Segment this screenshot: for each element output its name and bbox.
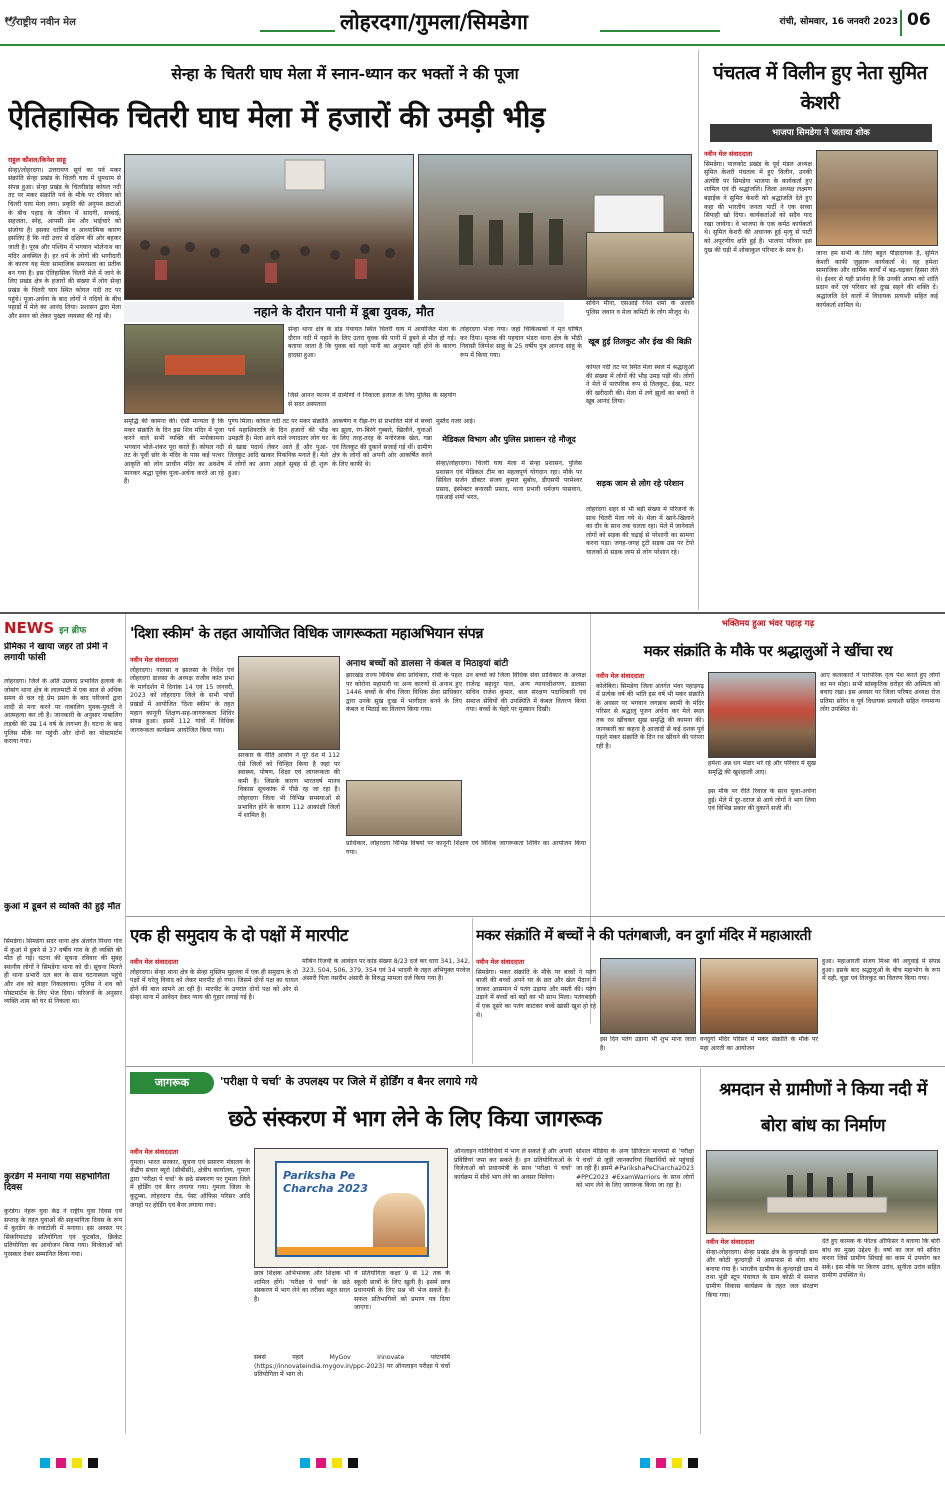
pariksha-byline: नवीन मेल संवाददाता: [130, 1148, 179, 1156]
rath-body-3: आए कलाकारों ने पारंपरिक नृत्य पेश करते हुए लोगों का मन मोहा। सभी सांस्कृतिक धरोहर की अस्मिता को बचाए रखा। इस अवसर पर जिला परिषद अध्यक्ष रोज प्रतिमा सोरेन व पूर्व विधायक प्रत्याशी सहित गणमान्य लोग उपस्थित थे।: [820, 672, 940, 714]
disha-body-text: लोहरदगा। नालसा व झालसा के निर्देश एवं लोहरदगा डालसा के अध्यक्ष राजीव कांत प्रभा के मार्गदर्शन में दिनांक 14 एवं 15 जनवरी, 2023 को लोहरदगा जिले के सभी पांचों प्रखंडों में आयोजित 'दिशा स्कीम' के तहत महान कानूनी शिक्षण-सह-जागरूकता शिविर संपन्न हुआ। इसमें 112 गांवों में विधिक जागरूकता कार्यक्रम आयोजित किया गया।: [130, 666, 234, 734]
color-swatch-yellow-2: [332, 1458, 342, 1468]
section-rule-2: [126, 916, 945, 917]
drowning-body: सेन्हा थाना क्षेत्र के डांड़ पंचायत स्थित चितरी घाघ में आयोजित मेला के दौरान नदी में नहाने के लिए उतरा युवक की पानी में डूबने से मौत हो गई। बताया जाता है कि युवक को गहरे पानी का अनुमान नहीं होने के कारण हादसा हुआ।: [288, 326, 456, 359]
masthead: [0, 0, 945, 44]
tilkut-heading: खूब हुई तिलकुट और ईख की बिक्री: [588, 337, 692, 346]
pariksha-banner: [275, 1161, 429, 1257]
sadak-body: लोहरदगा शहर से भी बड़ी संख्या में परिजनों के साथ चितरी मेला गये थे। मेला में खाने-खिलाने का दौर के साथ तक चलता रहा। मेले में जानेवाले लोगों को सड़क की चढ़ाई से परेशानी का सामना करना पड़ा। जगह-जगह टूटी सड़क उस पर टेंपो चालकों से सड़क जाम से लोग परेशान रहे।: [586, 506, 694, 556]
color-swatch-cyan: [40, 1458, 50, 1468]
shramdan-byline: नवीन मेल संवाददाता: [706, 1238, 755, 1246]
marpit-byline: नवीन मेल संवाददाता: [130, 958, 179, 966]
masthead-divider-right: [600, 30, 720, 32]
tilkut-body: कोयल नदी तट पर स्थित मेला स्थल में श्रद्धालुओं की संख्या में लोगों की भीड़ उमड़ पड़ी थी। लोगों ने मेले में पारंपरिक रूप से तिलकुट, ईख, मटर की खरीदारी की। मेला में लगे झूलों का बच्चों ने खूब आनंद लिया।: [586, 364, 694, 406]
patang-headline: मकर संक्रांति में बच्चों ने की पतंगबाजी, वन दुर्गा मंदिर में महाआरती: [476, 927, 811, 944]
section-rule-1: [0, 612, 945, 614]
patang-body-2: हुआ। महाआरती संजय मिश्रा की अगुवाई में संपन्न हुआ। इसके बाद श्रद्धालुओं के बीच महाभोग के रूप में दही, चूड़ा एवं तिलकुट का वितरण किया गया।: [822, 958, 940, 983]
pariksha-body-2: छात्र शिक्षक अभिभावक और शिक्षक भी शामिल होंगे। 'परीक्षा पे चर्चा' के छठे संस्करण में भाग लेने का तरीका बहुत सरल है।: [254, 1270, 350, 1303]
drowning-caption-bar: नहाने के दौरान पानी में डूबा युवक, मौत: [124, 302, 564, 322]
rath-body-2: इस मौके पर रीति रिवाज के साथ पूजा-अर्चना हुई। मेले में दूर-दराज से आये लोगों ने भाग लिया एवं विभिन्न प्रकार की दुकानें सजी थीं।: [708, 788, 816, 813]
medical-heading: मेडिकल विभाग और पुलिस प्रशासन रहे मौजूद: [442, 435, 576, 444]
kite-caption: इस दिन पतंग उड़ाना भी शुभ माना जाता है।: [600, 1036, 696, 1052]
color-swatch-black: [88, 1458, 98, 1468]
news-brief-header: [4, 618, 122, 642]
keshri-subhead: भाजपा सिमडेगा ने जताया शोक: [710, 124, 932, 142]
fair-crowd-photo: [124, 154, 414, 300]
marpit-body-2: मोबिन रिजवी के आवेदन पर कांड संख्या 8/23 दर्ज कर धारा 341, 342, 323, 504, 506, 379, 354 एवं 34 भादवी के तहत अभियुक्त परवेज अंसारी पिता नसरीम अंसारी के विरुद्ध मामला दर्ज किया गया है।: [302, 958, 470, 983]
brief-2-head: कुआं में डूबने से व्यक्ति की हुई मौत: [4, 902, 121, 912]
pariksha-body-5: सोशल मीडिया के अन्य डिजिटल माध्यमों से 'परीक्षा पे चर्चा' से जुड़ी जानकारियां विद्यार्थियों को पहुंचाई जा रही हैं। इसमें #ParikshaPeCharcha2023 #PPC2023 #ExamWarriors के साथ लोगों को भाग लेने के लिए जागरूक किया जा रहा है।: [576, 1148, 694, 1190]
section-rule-3: [126, 1066, 945, 1067]
pariksha-mygov: सबसे पहले MyGov Innovate प्लेटफॉर्म (https://innovateindia.mygov.in/ppc-2023) पर ऑनलाइन परीक्षा पे चर्चा प्रतियोगिता में भाग लें।: [254, 1354, 450, 1379]
anath-body-2: उन बच्चों को जिला विधिक सेवा प्राधिकार के अध्यक्ष राजेन्द्र बहादुर पाल, अन्य न्यायाधीशगण, डालसा सचिव राजेश कुमार, बाल संरक्षण पदाधिकारी एवं समाज सेवियों की उपस्थिति में कंबल वितरण किया गया। बच्चों के चेहरे पर मुस्कान दिखी।: [466, 672, 586, 714]
pariksha-body-4: ऑनलाइन गतिविधियों में भाग ले सकते हैं और अपनी प्रविष्टियां जमा कर सकते हैं। इन प्रतियोगिताओं के विजेताओं को प्रधानमंत्री के साथ 'परीक्षा पे चर्चा' कार्यक्रम में सीधे भाग लेने का अवसर मिलेगा।: [454, 1148, 572, 1181]
shramdan-body: [706, 1238, 818, 1434]
patang-body: [476, 958, 596, 1062]
lead-body-col3: पुण्य मिला। कोयल नदी तट पर मकर संक्रांति पर्व महाशिवरात्रि के दिन हजारों की भीड़ उमड़ती है। मेला आने वाले ज्यादातर लोग घर से खाद्य पदार्थ लेकर आते हैं और पुआ-तिलकुट आदि खाकर पिकनिक मनाते हैं। मेले में लोगों का आना अहले सुबह से ही शुरू हुआ।: [228, 418, 328, 477]
rath-caption: हमेशा अन्न धन भंडार भरे रहे और परिवार में सुख समृद्धि की खुशहाली आए।: [708, 760, 816, 776]
patang-body-text: सिमडेगा। मकर संक्रांति के मौके पर बच्चों ने पतंग बाजी की बच्चों अपने घर के छत और खेल मैदान में जाकर आसमान में पतंग उड़ाया और मस्ती की। पतंग उड़ाने में बच्चों को बड़ों का भी साथ मिला। पतंगबाजी में एक दूसरे का पतंग काटकर बच्चे खासी खुश हो रहे थे।: [476, 968, 596, 1019]
color-swatch-yellow-3: [672, 1458, 682, 1468]
pariksha-body-3: ये प्रतियोगिता कक्षा 9 से 12 तक के स्कूली छात्रों के लिए खुली है। इसमें छात्र प्रधानमंत्री के लिए प्रश्न भी भेज सकते हैं। सफल प्रतिभागियों को प्रमाण पत्र दिया जाएगा।: [354, 1270, 450, 1312]
keshri-body-2: जाना हम सभी के लिए बहुत पीड़ादायक है, सुमित केशरी काफी जुझारू कार्यकर्ता थे। वह हमेशा सामाजिक और धार्मिक कार्यों में बढ़-चढ़कर हिस्सा लेते थे। ईश्वर से यही प्रार्थना है कि उनकी आत्मा को शांति प्रदान करें एवं परिवार को दुःख सहने की शक्ति दें। श्रद्धांजलि देने वालों में विधायक प्रत्याशी सहित कई कार्यकर्ता शामिल थे।: [816, 250, 938, 309]
brief-3-body: कुरडेग। नेहरू युवा केंद्र ने राष्ट्रीय युवा दिवस एवं सप्ताह के तहत युवाओं की सहभागिता दिवस के रूप में कुरडेग के नवाटोली में मनाया। इस अवसर पर सिकरियाटांड़ प्रतियोगिता एवं फुटबॉल, क्रिकेट प्रतियोगिता का आयोजन किया गया। विजेताओं को पुरस्कार देकर सम्मानित किया गया।: [4, 1208, 122, 1258]
marpit-body-text: लोहरदगा। सेन्हा थाना क्षेत्र के सेन्हा मुस्लिम मुहल्ला में एक ही समुदाय के दो पक्षों में घरेलू विवाद को लेकर मारपीट हो गया। जिसमें दोनों पक्ष का घायल होने की बात सामने आ रही है। मारपीट के उपरांत दोनों पक्ष को ओर से सेन्हा थाना में आवेदन देकर न्याय की गुहार लगाई गई है।: [130, 968, 298, 1002]
disha-body-3: प्राधिकार, लोहरदगा विभिन्न विषयों पर कानूनी शिक्षण एवं विधिक जागरूकता शिविर का आयोजन किया गया।: [346, 840, 586, 856]
lead-body: [8, 156, 121, 606]
banner-footer: [277, 1247, 427, 1255]
pariksha-kicker: 'परीक्षा पे चर्चा' के उपलक्ष्य पर जिले में होर्डिंग व बैनर लगाये गये: [220, 1075, 478, 1088]
mahaarti-photo: [700, 958, 818, 1034]
brief-2-body: सिमडेगा। सिमडेगा सदर थाना क्षेत्र अंतर्गत पिथरा गांव में कुआं में डूबने से 37 वर्षीय गांव के ही व्यक्ति की मौत हो गई। घटना की सूचना रविवार की सुबह स्थानीय लोगों ने सिमडेगा थाना को दी। सूचना मिलते ही थाना प्रभारी दल बल के साथ घटनास्थल पहुंचे और शव को बाहर निकलवाया। पुलिस ने शव को पोस्टमार्टम के लिए भेज दिया। परिजनों के अनुसार व्यक्ति शाम को घर से निकला था।: [4, 938, 122, 1006]
mahaarti-caption: वनदुर्गा मंदिर परिसर में मकर संक्रांति के मौके पर महा आरती का आयोजन: [700, 1036, 818, 1052]
disha-body: [130, 656, 234, 912]
rath-body: [596, 672, 704, 912]
masthead-logo: 🕊राष्ट्रीय नवीन मेल: [4, 17, 76, 28]
dateline: रांची, सोमवार, 16 जनवरी 2023: [779, 17, 898, 27]
marpit-body: [130, 958, 298, 1062]
brief-1-body: लोहरदगा। जिले के अति उग्रवाद प्रभावित इलाके के जोबांग थाना क्षेत्र के लालमाटी में एक बाल से अधिक समय से चल रहे प्रेम प्रसंग के बाद परिजनों द्वारा शादी से मना करने पर नाबालिग युवक-युवती ने आत्महत्या कर ली है। जानकारी के अनुसार नाबालिग लड़की की उम्र 14 वर्ष के लगभग है। घटना के बाद पुलिस मौके पर पहुंची और दोनों का पोस्टमार्टम कराया गया।: [4, 678, 122, 746]
officials-photo: [586, 232, 694, 298]
brief-3-head: कुरडेग में मनाया गया सहभागिता दिवस: [4, 1172, 110, 1193]
keshri-headline: पंचतत्व में विलीन हुए नेता सुमित केशरी: [713, 62, 927, 114]
rath-kicker: भक्तिमय हुआ भंवर पहाड़ गढ़: [721, 619, 815, 629]
lead-byline: राहुल कौशल/किनेश साहू: [8, 156, 66, 164]
rath-byline: नवीन मेल संवाददाता: [596, 672, 645, 680]
color-swatch-cyan-3: [640, 1458, 650, 1468]
pariksha-headline: छठे संस्करण में भाग लेने के लिए किया जागरूक: [228, 1106, 602, 1132]
color-swatch-magenta-2: [316, 1458, 326, 1468]
pariksha-body-text: गुमला। भारत सरकार, सूचना एवं प्रसारण मंत्रालय के केंद्रीय संचार ब्यूरो (सीबीसी), क्षेत्रीय कार्यालय, गुमला द्वारा 'परीक्षा पे चर्चा' के छठे संस्करण पर गुमला जिले में होर्डिंग एवं बैनर लगाया गया। गुमला जिला के कुटुम्बा, लोहरदगा रोड, पेस्ट ऑफिस परिसर आदि जगहों पर होर्डिंग एवं बैनर लगाया गया।: [130, 1158, 250, 1209]
lead-body-col5: मुस्तैद नजर आई।: [436, 418, 476, 425]
brief-1-head: प्रेमिका ने खाया जहर तो प्रेमी ने लगायी फांसी: [4, 642, 108, 663]
shramdan-photo: [706, 1150, 938, 1234]
color-swatch-magenta: [56, 1458, 66, 1468]
drowning-body-3: लोहरदगा भेजा गया। जहां चिकित्सकों ने मृत घोषित कर दिया। मृतक की पहचान भंडरा थाना क्षेत्र के भीठी निवासी जिग्नेश साहू के 25 वर्षीय पुत्र आनन्द साहू के रूप में किया गया।: [460, 326, 582, 359]
color-swatch-magenta-3: [656, 1458, 666, 1468]
crowd-illustration: [125, 155, 414, 300]
section-title: लोहरदगा/गुमला/सिमडेगा: [340, 9, 528, 34]
sadak-heading: सड़क जाम से लोग रहे परेशान: [596, 479, 684, 488]
anath-headline: अनाथ बच्चों को डालसा ने कंबल व मिठाइयां बांटी: [346, 659, 509, 669]
color-swatch-cyan-2: [300, 1458, 310, 1468]
officials-caption: सचिन मीना, एसआई रेनेश शर्मा के अलावे पुलिस जवान व मेला कमिटी के लोग मौजूद थे।: [586, 300, 694, 316]
shramdan-headline: श्रमदान से ग्रामीणों ने किया नदी में बोरा बांध का निर्माण: [719, 1080, 927, 1136]
rescue-illustration: [125, 325, 284, 414]
pariksha-banner-title: Pariksha Pe Charcha 2023: [283, 1169, 368, 1195]
rath-headline: मकर संक्रांति के मौके पर श्रद्धालुओं ने खींचा रथ: [643, 642, 893, 660]
patang-column-rule: [472, 918, 473, 1064]
anath-body: झारखंड राज्य विधिक सेवा प्राधिकार, रांची के पहल पर कोरोना महामारी या अन्य कारणों से अनाथ हुए 1446 बच्चों के बीच जिला विधिक सेवा प्राधिकार द्वारा उनके सुख दुःख में भागीदार बनने के लिए कंबल व मिठाई का वितरण किया गया।: [346, 672, 462, 714]
lead-body-col2: समृद्धि की कामना की। ऐसी मान्यता है कि मकर संक्रांति के दिन इस शिव मंदिर में पूजा करने वाले सभी व्यक्ति की मनोकामना भगवान भोले-शंकर पूरा करते हैं। कोयल नदी तट के पूर्वी छोर के मंदिर के पास कई पत्थर आकृति को लोग प्राचीन मंदिर का अवशेष मानकर श्रद्धा पूर्वक पूजा-अर्चना करते आ रहे हैं।: [124, 418, 224, 486]
print-registration-bar: [0, 1444, 945, 1489]
news-brief-title: NEWS: [4, 619, 55, 637]
masthead-rule: [0, 44, 945, 46]
disha-body-2: सरकार के नीति आयोग ने पूरे देश में 112 ऐसे जिलों को चिन्हित किया है जहां पर स्वास्थ्य, पोषण, शिक्षा एवं जागरूकता की कमी है। जिसके कारण भारतवर्ष मानव विकास सूचकांक में पीछे रह जा रहा है। लोहरदगा जिला भी विभिन्न समस्याओं से प्रभावित होने के कारण 112 आकांक्षी जिलों में शामिल है।: [238, 752, 340, 820]
keshri-body: [704, 150, 812, 610]
marpit-headline: एक ही समुदाय के दो पक्षों में मारपीट: [130, 926, 348, 946]
lead-body-text: सेन्हा/लोहरदगा। उत्तरायण सूर्य का पर्व मकर संक्रांति सेन्हा प्रखंड के चितरी घाघ में धूमधाम से संपन्न हुआ। सेन्हा प्रखंड के चितरीडांड़ कोयल नदी तट पर मकर संक्रांति पर्व के मौके पर रविवार को चितरी घाघ मेला लगा। प्रकृति की अनुपम छटाओं के बीच पहाड़ के जीवन में सादगी, सच्चाई, सहजता, स्नेह, आपसी प्रेम और भाईचारे को संजोया है। इसका धार्मिक व आध्यात्मिक कारण इसलिए है कि नदी उत्तर से दक्षिण की ओर बहकर जाती है। पूरब और पश्चिम में भगवान भोलेनाथ का मंदिर अवस्थित है। हर धर्म के लोगों की भागीदारी के कारण यह मेला सामाजिक समरसता का प्रतीक बन गया है। इस ऐतिहासिक चितरी मेले में जाने के लिए प्रखंड क्षेत्र के हजारों की संख्या में लोग सेन्हा प्रखंड के चितरी घाघ स्थित कोयल नदी तट पर पहुंचे। पूजा-अर्चना के बाद लोगों ने नदियों के बीच पहाड़ों में मेले का आनंद लिया। प्रशासन द्वारा मेला और स्नान को लेकर पुख्ता व्यवस्था की गई थी।: [8, 166, 121, 320]
news-brief-tag: इन ब्रीफ: [59, 626, 87, 636]
banner-people: [373, 1193, 425, 1253]
pariksha-body: [130, 1148, 250, 1434]
color-swatch-black-2: [348, 1458, 358, 1468]
color-swatch-yellow: [72, 1458, 82, 1468]
page-number: 06: [900, 10, 940, 36]
rath-body-text: कोलेबिरा। सिमडेगा जिला अंतर्गत भंवर पहाड़गढ़ में प्रत्येक वर्ष की भांति इस वर्ष भी मकर संक्रांति के अवसर पर भगवान जगन्नाथ स्वामी के मंदिर परिसर से श्रद्धालु पूजन अर्चना कर मेले स्थल तक रथ खींचकर सुख समृद्धि की कामना की। जानकारी का कहना है आजादी से कई दशक पूर्व पहले मकर संक्रांति के दिन रथ खींचने की परंपरा रही है।: [596, 682, 704, 750]
kite-kids-photo: [600, 958, 696, 1034]
bird-icon: 🕊: [4, 17, 17, 28]
rath-photo: [708, 672, 816, 758]
right-column-rule: [698, 50, 699, 610]
drowning-body-2: जिसे आनन फानन में ग्रामीणों ने निकाला इलाज के लिए पुलिस के सहयोग से सदर अस्पताल: [288, 392, 456, 408]
lead-body-col4: आकर्षण व रीझ-रंग से प्रभावित मेले में बच्चों का झूला, रंग-बिरंगे गुब्बारे, खिलौने, युवाओं के लिए तरह-तरह के मनोरंजक खेल, गन्ना एवं तिलकुट की दुकानें सजाई गई थीं। ग्रामीण क्षेत्र के लोगों को अपनी ओर आकर्षित करने के लिए काफी थे।: [332, 418, 432, 468]
keshri-body-text: सिमडेगा। पालकोट प्रखंड के पूर्व मंडल अध्यक्ष सुमित केशरी पंचतत्व में हुए विलीन, उनकी अंत्येष्टि पर सिमडेगा भाजपा के कार्यकर्ता हुए शामिल एवं दी श्रद्धांजलि। जिला अध्यक्ष लक्ष्मण बड़ाईक ने सुमित केशरी को श्रद्धांजलि देते हुए कहा की भारतीय जनता पार्टी ने एक सच्चा सिपाही खो दिया। कार्यकर्ताओं को सदैव याद रखा जायेगा। वे भाजपा के एक कर्मठ कार्यकर्ता थे। सुमित केशरी की अचानक हुई मृत्यु से पार्टी को अपूरणीय क्षति हुई है। भाजपा परिवार इस दुख की घड़ी में शोकाकुल परिवार के साथ है।: [704, 160, 812, 254]
lead-headline: ऐतिहासिक चितरी घाघ मेला में हजारों की उमड़ी भीड़: [8, 100, 545, 134]
patang-byline: नवीन मेल संवाददाता: [476, 958, 525, 966]
brief-column-rule: [125, 614, 126, 1434]
disha-headline: 'दिशा स्कीम' के तहत आयोजित विधिक जागरूकता महाअभियान संपन्न: [130, 625, 484, 642]
funeral-photo: [816, 150, 938, 246]
shramdan-body-text: सेन्हा-लोहरदगा। सेन्हा प्रखंड क्षेत्र के कुन्दगड़ी ग्राम और कोठी कुन्दगड़ी में आसपास से बोरा बांध बनाया गया है। भारतीय ग्रामीण के कुन्दगड़ी ग्राम में तथा भुंडी स्टूप पंचायत के ग्राम कोठी में समाज ग्रामीण विकास कार्यक्रम के तहत जल संरक्षण किया गया।: [706, 1248, 818, 1299]
keshri-byline: नवीन मेल संवाददाता: [704, 150, 753, 158]
pariksha-tag: जागरूक: [130, 1072, 214, 1094]
lead-kicker: सेन्हा के चितरी घाघ मेला में स्नान-ध्यान कर भक्तों ने की पूजा: [171, 64, 519, 83]
masthead-divider-left: [260, 30, 335, 32]
dam-illustration: [707, 1151, 938, 1234]
color-swatch-black-3: [688, 1458, 698, 1468]
shramdan-column-rule: [700, 1068, 701, 1434]
shramdan-body-2: देते हुए कामक के फील्ड ऑफिसर ने बताया कि बोरी बांध का मुख्य उद्देश्य है। वर्षा का जल को संचित करना जिसे ग्रामीण सिंचाई का काम में उपयोग कर सकें। इस मौके पर किरण उरांव, सुनीता उरांव सहित ग्रामीण उपस्थित थे।: [822, 1238, 940, 1280]
anath-photo: [346, 780, 462, 836]
disha-camp-photo: [238, 656, 340, 750]
disha-byline: नवीन मेल संवाददाता: [130, 656, 179, 664]
medical-body: सेन्हा/लोहरदगा। चितरी घाघ मेला में सेन्हा प्रशासन, पुलिस प्रशासन एवं मेडिकल टीम का महत्वपूर्ण योगदान रहा। मौके पर सिविल सर्जन डॉक्टर संजय कुमार सुबोध, डीएसपी परमेश्वर प्रसाद, इंस्पेक्टर बनारसी प्रसाद, थाना प्रभारी धर्मजय पासवान, एसआई शर्मा भरत,: [436, 460, 582, 502]
rescue-photo: [124, 324, 284, 414]
pariksha-banner-photo: [254, 1148, 448, 1268]
